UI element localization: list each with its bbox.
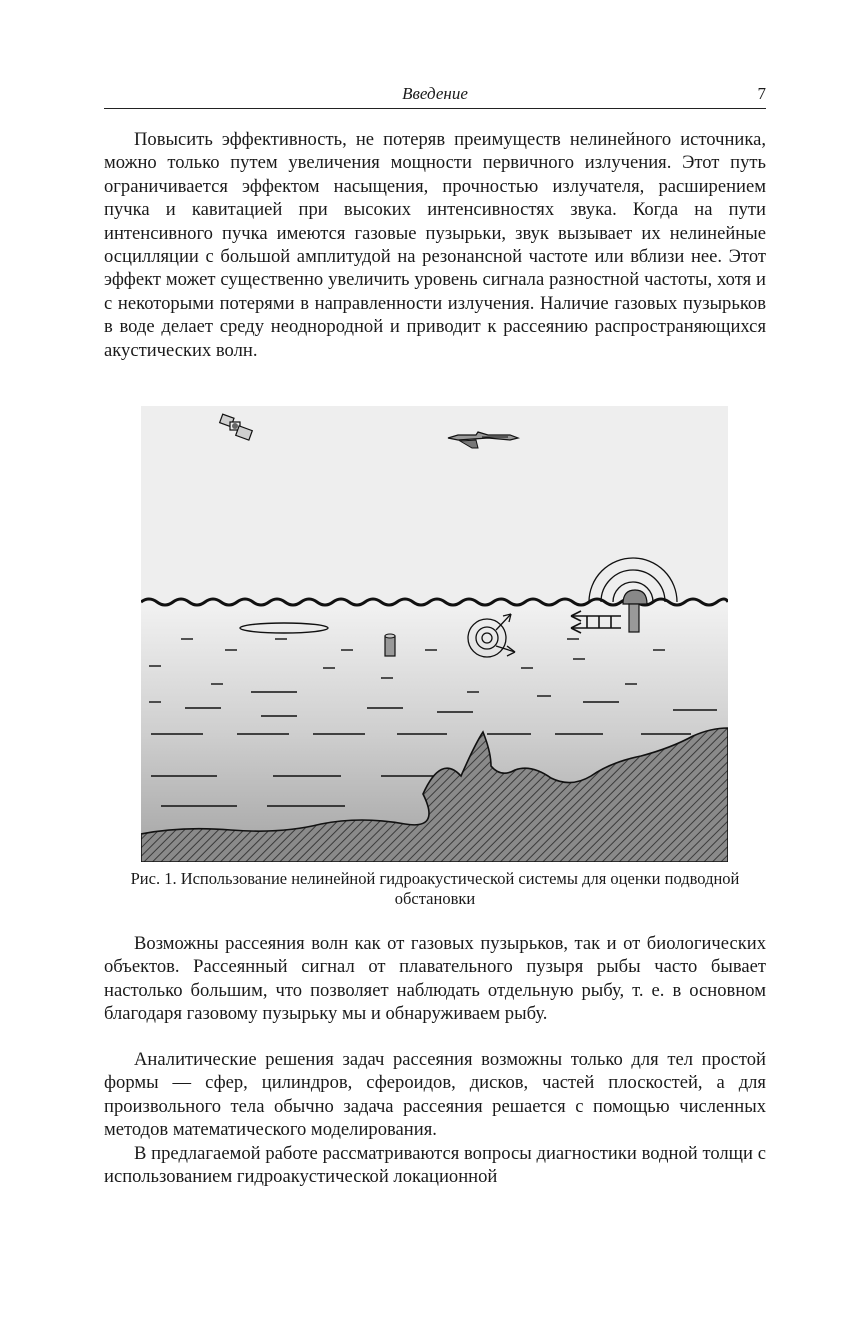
paragraph-2: Возможны рассеяния волн как от газовых пузырьков, так и от биологических объектов. Рассеянный сигнал от плавательного пузыря рыбы часто бывает настолько большим, что позволяет наблюдать отдельную рыбу, т. е. в основном благодаря газовому пузырьку мы и обнаруживаем рыбу. [104,933,766,1025]
paragraph-1: Повысить эффективность, не потеряв преимуществ нелинейного источника, можно только путем увеличения мощности первичного излучения. Этот путь ограничивается эффектом насыщения, прочностью излучателя, расширением пучка и кавитацией при высоких интенсивностях звука. Когда на пути интенсивного пучка имеются газовые пузырьки, звук вызывает их нелинейные осцилляции с большой амплитудой на резонансной частоте или вблизи нее. Этот эффект может существенно увеличить уровень сигнала разностной частоты, хотя и с некоторыми потерями в направленности излучения. Наличие газовых пузырьков в воде делает среду неоднородной и приводит к рассеянию распространяющихся акустических волн. [104,129,766,361]
paragraph-3: Аналитические решения задач рассеяния возможны только для тел простой формы — сфер, цилиндров, сфероидов, дисков, частей плоскостей, а для произвольного тела обычно задача рассеяния решается с помощью численных методов математического моделирования. [104,1049,766,1141]
figure-caption: Рис. 1. Использование нелинейной гидроакустической системы для оценки подводной обстановки [130,869,740,908]
sky [141,406,728,604]
figure-underwater-scene [141,406,728,862]
header-title: Введение [402,84,468,103]
page-number: 7 [757,84,766,103]
cylinder-object-icon [385,634,395,656]
paragraph-4: В предлагаемой работе рассматриваются вопросы диагностики водной толщи с использованием гидроакустической локационной [104,1143,766,1188]
running-header [104,84,766,109]
